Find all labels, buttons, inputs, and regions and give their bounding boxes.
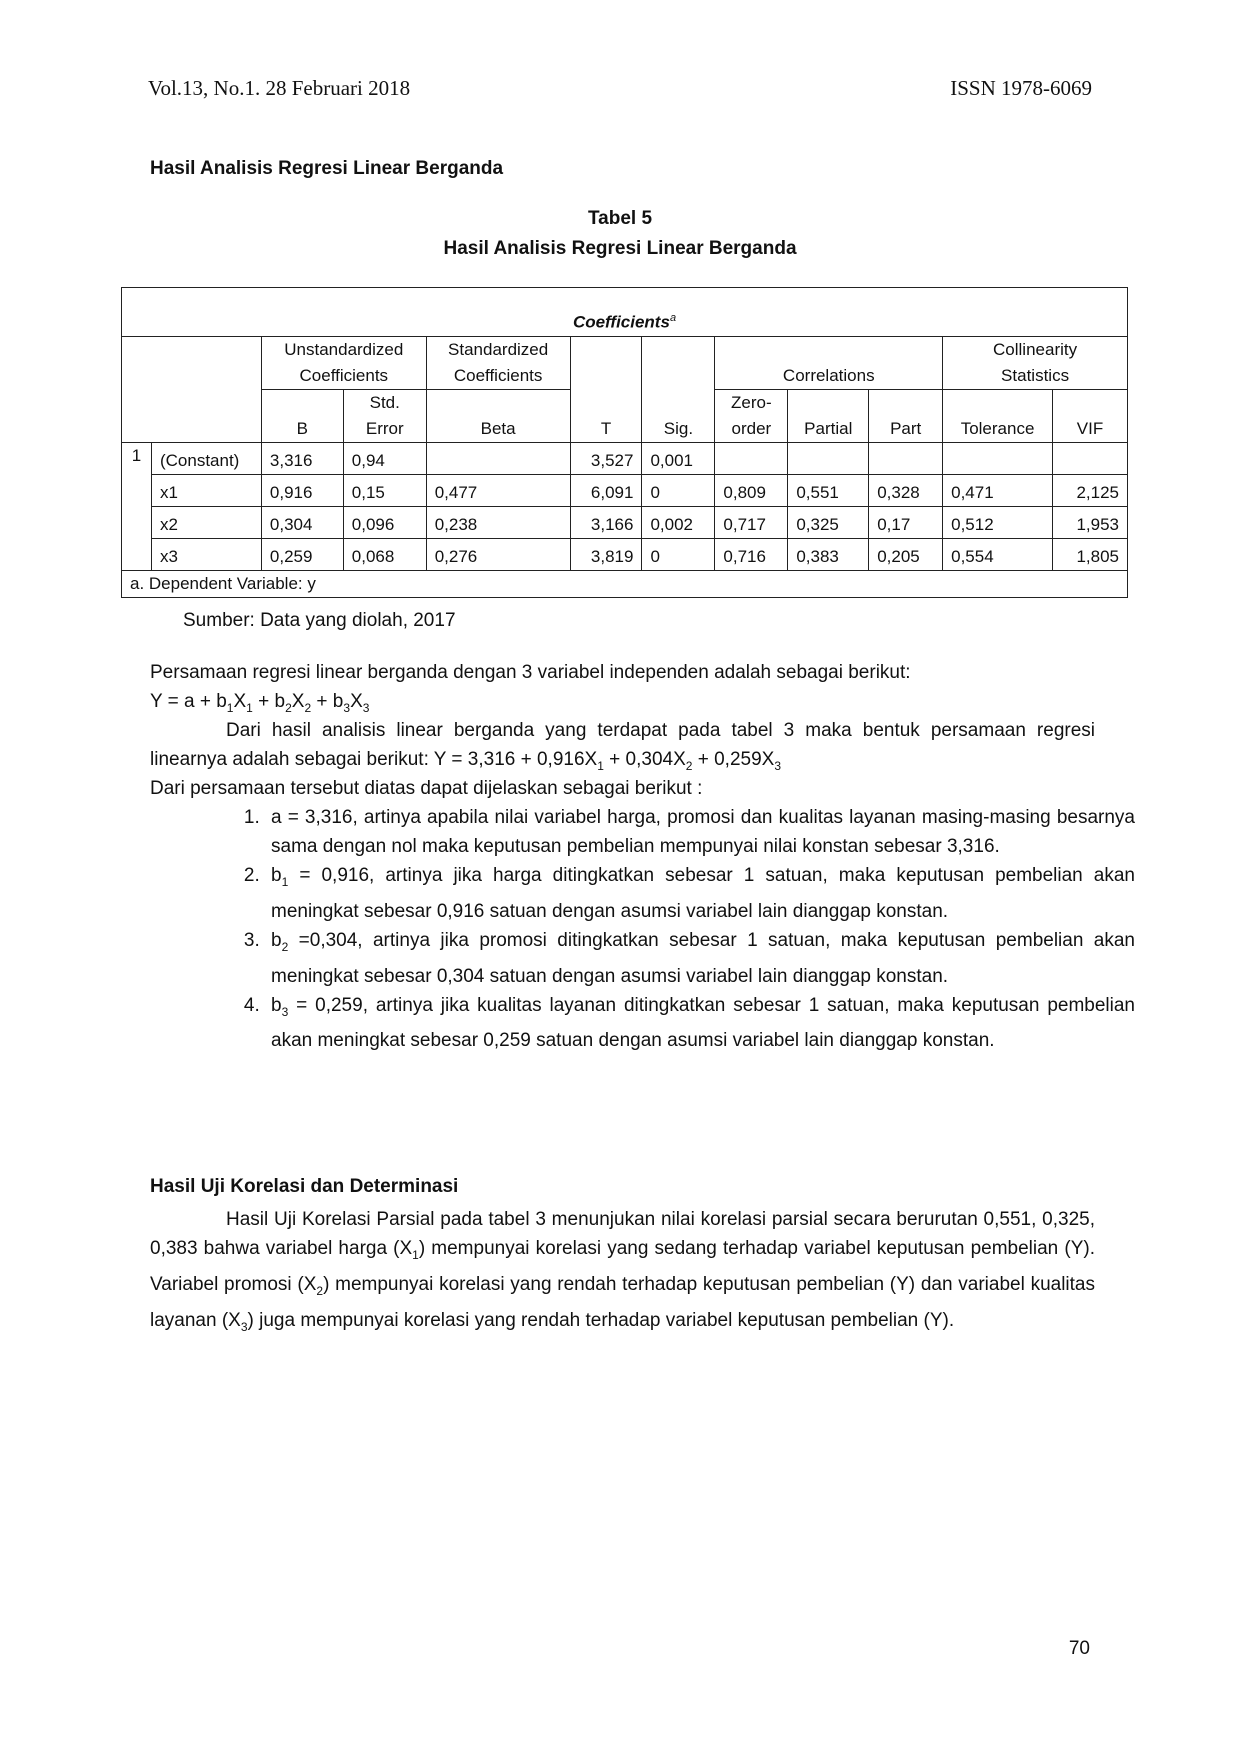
cell-beta: 0,238 [426,507,570,539]
row-name: x3 [151,539,261,571]
cell-sig: 0 [642,539,715,571]
cell-t: 6,091 [570,475,642,507]
cell-t: 3,527 [570,443,642,475]
cell-t: 3,819 [570,539,642,571]
table-title [122,288,1128,337]
cell-sig: 0 [642,475,715,507]
table-title-text: Coefficients [572,313,670,332]
row-name: x2 [151,507,261,539]
cell-sig: 0,001 [642,443,715,475]
cell-b: 3,316 [261,443,343,475]
equation-general: $Y = a + b_1X_1 + b_2X_2 + b_3X_3$ [150,691,370,715]
cell-beta: 0,276 [426,539,570,571]
table-footnote-row [122,571,1128,598]
paragraph-equation: Dari hasil analisis linear berganda yang terdapat pada tabel 3 maka bentuk persamaan regresi linearnya adalah sebagai berikut: $Y = 3,316 + 0,916X_1 + 0,304X_2 + 0,259X_3$ [150,720,1095,773]
cell-part: 0,17 [869,507,943,539]
interpretation-list [225,803,1135,1055]
cell-se: 0,068 [343,539,426,571]
cell-zero [715,443,788,475]
cell-se: 0,096 [343,507,426,539]
table-row-x3 [122,539,1128,571]
cell-tol [943,443,1053,475]
row-name: x1 [151,475,261,507]
cell-part: 0,205 [869,539,943,571]
paragraph-explain: Dari persamaan tersebut diatas dapat dijelaskan sebagai berikut : [150,778,703,799]
journal-volume: Vol.13, No.1. 28 Februari 2018 [148,76,411,100]
cell-zero: 0,809 [715,475,788,507]
cell-beta [426,443,570,475]
journal-issn: ISSN 1978-6069 [950,76,1092,100]
table-footnote: a. Dependent Variable: y [122,571,1128,598]
page-number: 70 [1068,1638,1090,1659]
header-part: Part [869,390,943,443]
paragraph-correlation: Hasil Uji Korelasi Parsial pada tabel 3 menunjukan nilai korelasi parsial secara berurutan 0,551, 0,325, 0,383 bahwa variabel harga $(X_1)$ mempunyai korelasi yang sedang terhadap variabel keputusan pembelian (Y). Variabel promosi $(X_2)$ mempunyai korelasi yang rendah terhadap keputusan pembelian (Y) dan variabel kualitas layanan $(X_3)$ juga mempunyai korelasi yang rendah terhadap variabel keputusan pembelian (Y). [150,1209,1095,1334]
table-row-x2 [122,507,1128,539]
cell-b: 0,916 [261,475,343,507]
coefficients-table [121,287,1128,598]
paragraph-intro: Persamaan regresi linear berganda dengan 3 variabel independen adalah sebagai berikut: [150,662,911,683]
section-title-correlation: Hasil Uji Korelasi dan Determinasi [150,1176,459,1197]
cell-zero: 0,716 [715,539,788,571]
header-tolerance: Tolerance [943,390,1053,443]
table-title-row [122,288,1128,337]
cell-partial: 0,551 [788,475,869,507]
header-b: B [261,390,343,443]
cell-vif: 2,125 [1053,475,1128,507]
section-title-regression: Hasil Analisis Regresi Linear Berganda [150,158,504,179]
row-name: (Constant) [151,443,261,475]
cell-zero: 0,717 [715,507,788,539]
cell-partial [788,443,869,475]
cell-beta: 0,477 [426,475,570,507]
table-row-x1 [122,475,1128,507]
cell-se: 0,15 [343,475,426,507]
list-item: 4. $b_3 = 0,259$, artinya jika kualitas layanan ditingkatkan sebesar 1 satuan, maka keputusan pembelian akan meningkat sebesar 0,259 satuan dengan asumsi variabel lain dianggap konstan. [265,991,1135,1056]
cell-tol: 0,554 [943,539,1053,571]
model-number: 1 [122,443,152,571]
table-title-sup: a [669,312,677,325]
list-item: 1. a = 3,316, artinya apabila nilai variabel harga, promosi dan kualitas layanan masing-masing besarnya sama dengan nol maka keputusan pembelian mempunyai nilai konstan sebesar 3,316. [265,803,1135,861]
cell-vif [1053,443,1128,475]
header-correlations: Correlations [715,337,943,390]
cell-vif: 1,805 [1053,539,1128,571]
cell-t: 3,166 [570,507,642,539]
list-item: 2. $b_1 = 0,916$, artinya jika harga ditingkatkan sebesar 1 satuan, maka keputusan pembelian akan meningkat sebesar 0,916 satuan dengan asumsi variabel lain dianggap konstan. [265,861,1135,926]
table-row-constant [122,443,1128,475]
table-caption-title: Hasil Analisis Regresi Linear Berganda [443,238,797,259]
cell-tol: 0,471 [943,475,1053,507]
cell-part: 0,328 [869,475,943,507]
cell-b: 0,259 [261,539,343,571]
header-unstandardized: Unstandardized Coefficients [261,337,426,390]
header-zero-order: Zero- order [715,390,788,443]
header-sig: Sig. [642,337,715,443]
header-vif: VIF [1053,390,1128,443]
list-item: 3. $b_2 =0,304$, artinya jika promosi ditingkatkan sebesar 1 satuan, maka keputusan pembelian akan meningkat sebesar 0,304 satuan dengan asumsi variabel lain dianggap konstan. [265,926,1135,991]
cell-partial: 0,383 [788,539,869,571]
header-blank [122,337,262,443]
header-partial: Partial [788,390,869,443]
cell-tol: 0,512 [943,507,1053,539]
header-standardized: Standardized Coefficients [426,337,570,390]
cell-b: 0,304 [261,507,343,539]
cell-partial: 0,325 [788,507,869,539]
header-collinearity: Collinearity Statistics [943,337,1128,390]
cell-sig: 0,002 [642,507,715,539]
table-caption-number: Tabel 5 [587,208,653,229]
header-t: T [570,337,642,443]
table-source: Sumber: Data yang diolah, 2017 [183,610,456,631]
cell-vif: 1,953 [1053,507,1128,539]
group-header-row [122,337,1128,390]
header-beta: Beta [426,390,570,443]
cell-part [869,443,943,475]
cell-se: 0,94 [343,443,426,475]
header-std-error: Std. Error [343,390,426,443]
